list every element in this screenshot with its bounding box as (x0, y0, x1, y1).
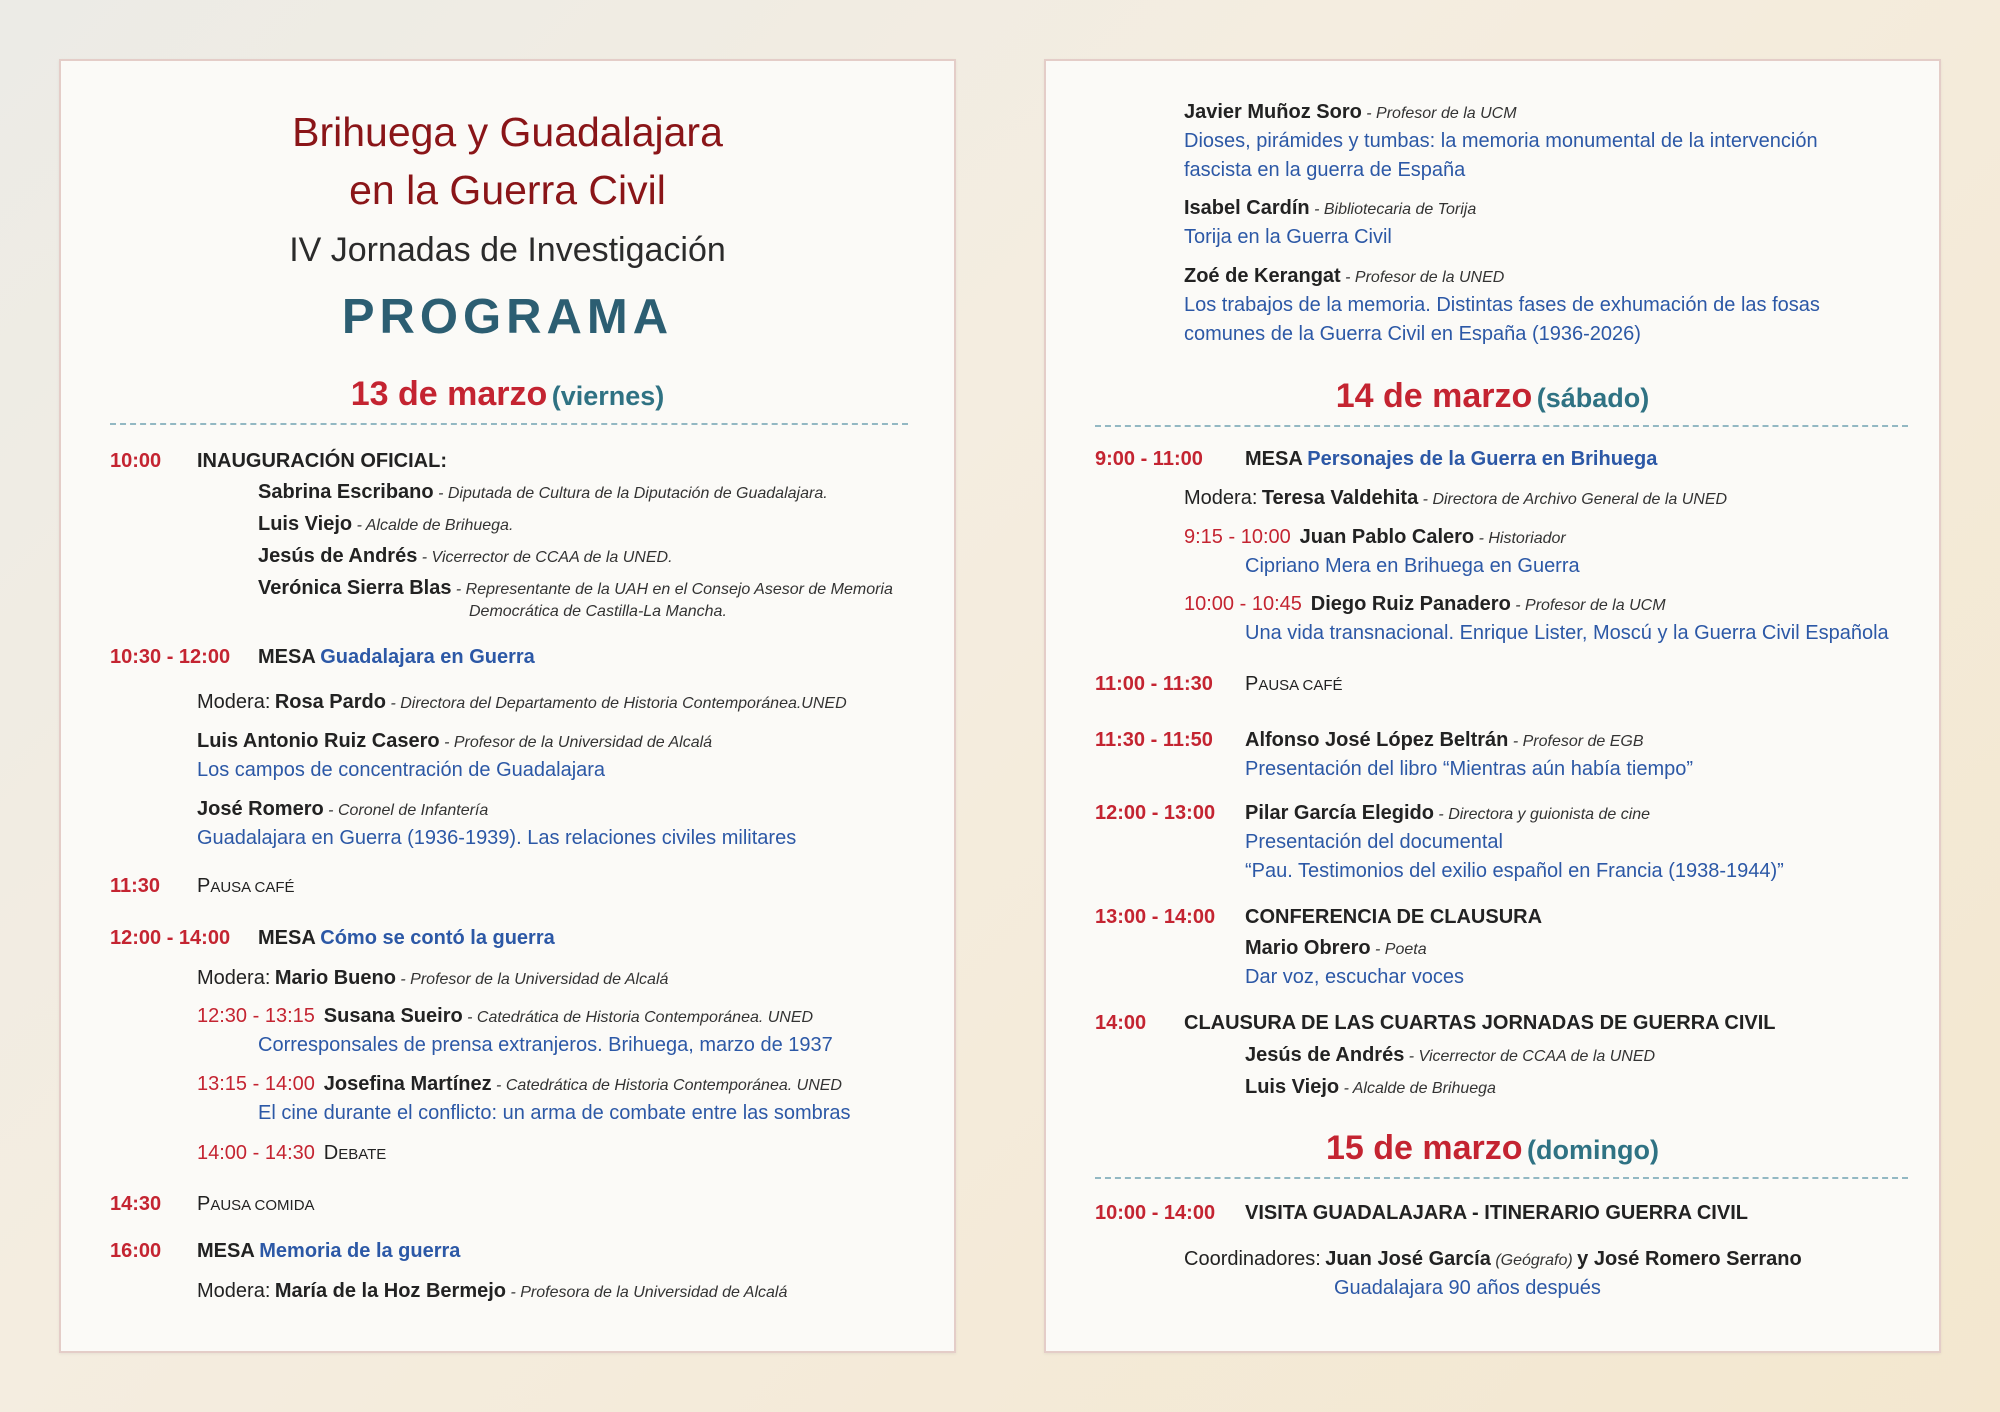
mesa-title: Personajes de la Guerra en Brihuega (1307, 448, 1658, 470)
talk-title-continued: comunes de la Guerra Civil en España (1936-2026) (1184, 323, 1641, 345)
day-date: 15 de marzo (1326, 1129, 1523, 1167)
day-weekday: (sábado) (1536, 383, 1650, 413)
inauguracion-label: INAUGURACIÓN OFICIAL: (197, 450, 447, 472)
speaker (1245, 1076, 1496, 1099)
pausa-initial: P (197, 875, 211, 897)
speaker-role: - Profesor de la UCM (1515, 597, 1666, 614)
mesa-heading (1245, 448, 1657, 471)
pausa-rest: AUSA COMIDA (210, 1197, 315, 1214)
speaker-name: Luis Antonio Ruiz Casero (197, 730, 440, 752)
pausa-initial: P (1245, 673, 1259, 695)
moderator-label: Modera: (197, 691, 271, 713)
talk-speaker (197, 730, 712, 753)
time-inauguracion: 10:00 (110, 450, 162, 472)
moderator-label: Modera: (1184, 487, 1258, 509)
speaker-name: Luis Viejo (258, 513, 353, 535)
right-page (1044, 59, 1941, 1353)
title-line-1: Brihuega y Guadalajara (292, 109, 723, 155)
talk-title: Los campos de concentración de Guadalajara (197, 759, 606, 781)
speaker-name: Luis Viejo (1245, 1076, 1340, 1098)
speaker-role: - Directora y guionista de cine (1438, 806, 1651, 823)
speaker (258, 545, 673, 568)
pausa-rest: AUSA CAFÉ (210, 879, 295, 896)
mesa-title: Cómo se contó la guerra (320, 927, 555, 949)
talk-speaker (1184, 593, 1666, 616)
talk-speaker (1184, 101, 1517, 124)
debate-label (324, 1142, 387, 1164)
mesa-title: Memoria de la guerra (259, 1240, 461, 1262)
time-mesa-3: 16:00 (110, 1240, 162, 1262)
talk-speaker (197, 798, 488, 821)
talk-speaker (1245, 802, 1650, 825)
moderator-name: Rosa Pardo (274, 691, 386, 713)
speaker-role: - Vicerrector de CCAA de la UNED (1408, 1048, 1656, 1065)
mesa-heading (258, 646, 535, 669)
day-weekday: (domingo) (1527, 1135, 1659, 1165)
pausa-initial: P (197, 1193, 211, 1215)
time-visita: 10:00 - 14:00 (1095, 1202, 1216, 1224)
speaker-role: - Poeta (1375, 941, 1427, 958)
talk-title-continued: fascista en la guerra de España (1184, 159, 1466, 181)
talk-speaker (197, 1073, 842, 1096)
debate-initial: D (323, 1142, 339, 1164)
speaker (258, 481, 828, 504)
subtitle: IV Jornadas de Investigación (289, 231, 726, 269)
dashed-divider (1095, 425, 1908, 427)
talk-title: Torija en la Guerra Civil (1184, 226, 1392, 248)
coordinator-role: (Geógrafo) (1495, 1252, 1573, 1269)
speaker-name: Josefina Martínez (323, 1073, 492, 1095)
speaker-name: Jesús de Andrés (1245, 1044, 1405, 1066)
moderator-role: - Profesor de la Universidad de Alcalá (400, 971, 669, 988)
speaker-role: - Alcalde de Brihuega. (356, 517, 514, 534)
speaker-role: - Representante de la UAH en el Consejo Asesor de Memoria (455, 581, 893, 598)
speaker-name: Juan Pablo Calero (1299, 526, 1475, 548)
moderator-role: - Directora del Departamento de Historia Contemporánea.UNED (390, 695, 847, 712)
moderator-name: Teresa Valdehita (1261, 487, 1419, 509)
coordinator-name: y José Romero Serrano (1577, 1248, 1802, 1270)
time-clausura: 14:00 (1095, 1012, 1147, 1034)
time-pausa-comida: 14:30 (110, 1193, 162, 1215)
mesa-label: MESA (197, 1240, 255, 1262)
talk-speaker (1184, 197, 1476, 220)
moderator-line (197, 691, 847, 714)
speaker-name: Jesús de Andrés (258, 545, 418, 567)
talk-speaker (1184, 526, 1566, 549)
speaker (258, 513, 513, 536)
moderator-line (197, 1280, 787, 1303)
talk-title: Una vida transnacional. Enrique Lister, Moscú y la Guerra Civil Española (1245, 622, 1889, 644)
speaker-role: - Catedrática de Historia Contemporánea. UNED (467, 1009, 814, 1026)
pausa-rest: AUSA CAFÉ (1258, 677, 1343, 694)
day-date: 13 de marzo (350, 375, 548, 413)
mesa-heading (197, 1240, 460, 1263)
time-libro: 11:30 - 11:50 (1095, 729, 1213, 751)
visita-title: Guadalajara 90 años después (1334, 1277, 1601, 1299)
programa-heading: PROGRAMA (341, 290, 674, 344)
day-heading-13 (61, 375, 954, 414)
speaker-name: Susana Sueiro (323, 1005, 463, 1027)
coordinators-label: Coordinadores: (1184, 1248, 1321, 1270)
speaker (258, 577, 893, 600)
speaker-name: Verónica Sierra Blas (258, 577, 452, 599)
time-mesa-1: 10:30 - 12:00 (110, 646, 231, 668)
talk-title: El cine durante el conflicto: un arma de combate entre las sombras (258, 1102, 851, 1124)
speaker-role: - Profesor de la UNED (1345, 269, 1505, 286)
debate-line (197, 1142, 386, 1165)
speaker-role: - Catedrática de Historia Contemporánea. UNED (496, 1077, 842, 1094)
mesa-label: MESA (1245, 448, 1303, 470)
visita-label: VISITA GUADALAJARA - ITINERARIO GUERRA CIVIL (1245, 1202, 1748, 1224)
debate-time: 14:00 - 14:30 (197, 1142, 315, 1164)
talk-speaker (1245, 937, 1427, 960)
talk-speaker (1184, 265, 1504, 288)
talk-time: 9:15 - 10:00 (1184, 526, 1291, 548)
day-date: 14 de marzo (1335, 377, 1533, 415)
speaker-name: Diego Ruiz Panadero (1310, 593, 1511, 615)
pausa-label (197, 875, 295, 898)
talk-time: 13:15 - 14:00 (197, 1073, 315, 1095)
moderator-line (1184, 487, 1727, 510)
speaker-name: Isabel Cardín (1184, 197, 1310, 219)
moderator-role: - Profesora de la Universidad de Alcalá (510, 1284, 788, 1301)
day-weekday: (viernes) (551, 381, 665, 411)
mesa-heading (258, 927, 555, 950)
moderator-name: Mario Bueno (274, 967, 396, 989)
pausa-label (1245, 673, 1343, 696)
talk-title: Dar voz, escuchar voces (1245, 966, 1464, 988)
speaker-name: Alfonso José López Beltrán (1245, 729, 1509, 751)
moderator-name: María de la Hoz Bermejo (274, 1280, 507, 1302)
talk-title: Los trabajos de la memoria. Distintas fases de exhumación de las fosas (1184, 294, 1820, 316)
talk-title: Guadalajara en Guerra (1936-1939). Las relaciones civiles militares (197, 827, 797, 849)
speaker-name: Javier Muñoz Soro (1184, 101, 1362, 123)
speaker-name: Mario Obrero (1245, 937, 1371, 959)
speaker-role: - Vicerrector de CCAA de la UNED. (421, 549, 673, 566)
time-conferencia: 13:00 - 14:00 (1095, 906, 1216, 928)
moderator-label: Modera: (197, 967, 271, 989)
speaker-role: - Bibliotecaria de Torija (1314, 201, 1477, 218)
speaker-role: - Profesor de la UCM (1366, 105, 1517, 122)
mesa-title: Guadalajara en Guerra (320, 646, 535, 668)
dashed-divider (110, 423, 908, 425)
talk-title: Corresponsales de prensa extranjeros. Brihuega, marzo de 1937 (258, 1034, 833, 1056)
speaker-role: - Coronel de Infantería (328, 802, 489, 819)
coordinator-name: Juan José García (1325, 1248, 1491, 1270)
speaker (1245, 1044, 1655, 1067)
speaker-name: Sabrina Escribano (258, 481, 434, 503)
speaker-role: - Diputada de Cultura de la Diputación de Guadalajara. (438, 485, 828, 502)
time-mesa-2: 12:00 - 14:00 (110, 927, 231, 949)
talk-title-continued: “Pau. Testimonios del exilio español en Francia (1938-1944)” (1245, 860, 1784, 882)
dashed-divider (1095, 1177, 1908, 1179)
talk-title: Presentación del libro “Mientras aún había tiempo” (1245, 758, 1694, 780)
mesa-label: MESA (258, 646, 316, 668)
time-documental: 12:00 - 13:00 (1095, 802, 1216, 824)
speaker-role: - Historiador (1478, 530, 1566, 547)
speaker-name: José Romero (197, 798, 324, 820)
talk-time: 12:30 - 13:15 (197, 1005, 315, 1027)
day-heading-14 (1046, 377, 1939, 416)
clausura-label: CLAUSURA DE LAS CUARTAS JORNADAS DE GUERRA CIVIL (1184, 1012, 1776, 1034)
time-pausa: 11:00 - 11:30 (1095, 673, 1213, 695)
coordinators-line (1184, 1248, 1802, 1271)
speaker-role: - Alcalde de Brihuega (1343, 1080, 1496, 1097)
left-page (59, 59, 956, 1353)
talk-title: Cipriano Mera en Brihuega en Guerra (1245, 555, 1580, 577)
pausa-comida-label (197, 1193, 315, 1216)
moderator-line (197, 967, 668, 990)
talk-speaker (1245, 729, 1644, 752)
day-heading-15 (1046, 1129, 1939, 1168)
moderator-label: Modera: (197, 1280, 271, 1302)
speaker-name: Pilar García Elegido (1245, 802, 1434, 824)
talk-title: Presentación del documental (1245, 831, 1503, 853)
time-pausa: 11:30 (110, 875, 161, 897)
time-mesa: 9:00 - 11:00 (1095, 448, 1203, 470)
speaker-name: Zoé de Kerangat (1184, 265, 1341, 287)
talk-time: 10:00 - 10:45 (1184, 593, 1302, 615)
title-line-2: en la Guerra Civil (349, 167, 666, 213)
conferencia-label: CONFERENCIA DE CLAUSURA (1245, 906, 1543, 928)
mesa-label: MESA (258, 927, 316, 949)
speaker-role-continued: Democrática de Castilla-La Mancha. (469, 603, 727, 620)
moderator-role: - Directora de Archivo General de la UNED (1422, 491, 1728, 508)
speaker-role: - Profesor de la Universidad de Alcalá (444, 734, 713, 751)
talk-speaker (197, 1005, 813, 1028)
debate-rest: EBATE (338, 1146, 387, 1163)
speaker-role: - Profesor de EGB (1512, 733, 1644, 750)
talk-title: Dioses, pirámides y tumbas: la memoria monumental de la intervención (1184, 130, 1818, 152)
